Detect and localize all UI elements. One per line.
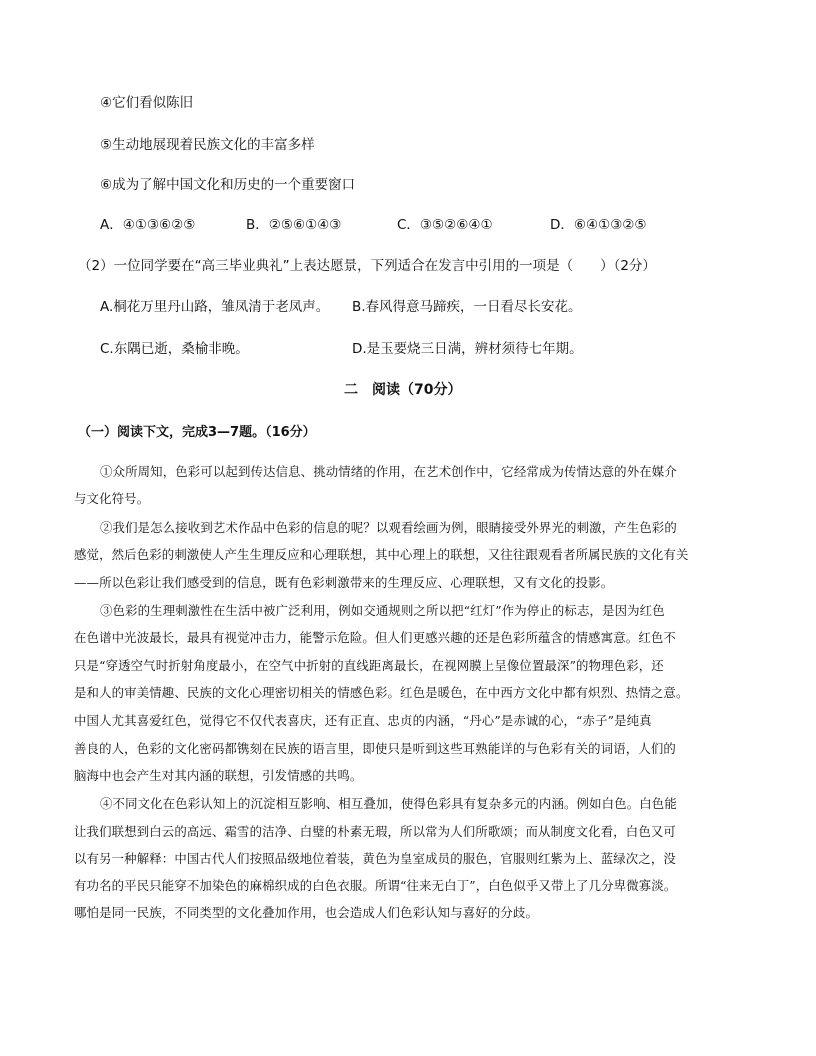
section-title: 二 阅读（70分）	[344, 382, 462, 398]
q1-option-c: C．③⑤②⑥④①	[397, 217, 493, 233]
passage-line-9: 是和人的审美情趣、民族的文化心理密切相关的情感色彩。红色是暖色，在中西方文化中都有炽烈、热情之意。	[74, 685, 689, 700]
passage-line-4: 感觉，然后色彩的刺激使人产生生理反应和心理联想，其中心理上的联想，又往往跟观看者所属民族的文化有关	[74, 547, 689, 562]
passage-line-3: ②我们是怎么接收到艺术作品中色彩的信息的呢？以观看绘画为例，眼睛接受外界光的刺激，产生色彩的	[100, 520, 677, 535]
passage-line-13: ④不同文化在色彩认知上的沉淀相互影响、相互叠加，使得色彩具有复杂多元的内涵。例如白色。白色能	[100, 796, 677, 811]
passage-line-8: 只是“穿透空气时折射角度最小，在空气中折射的直线距离最长，在视网膜上呈像位置最深”的物理色彩，还	[74, 658, 664, 673]
q2-option-a: A.桐花万里丹山路，雏凤清于老凤声。	[100, 299, 330, 315]
q2-option-b: B.春风得意马蹄疾，一日看尽长安花。	[352, 299, 582, 315]
q2-option-d: D.是玉要烧三日满，辨材须待七年期。	[352, 341, 583, 357]
passage-line-1: ①众所周知，色彩可以起到传达信息、挑动情绪的作用，在艺术创作中，它经常成为传情达意的外在媒介	[100, 464, 677, 479]
q1-item-5: ⑤生动地展现着民族文化的丰富多样	[100, 137, 315, 153]
q1-option-a: A．④①③⑥②⑤	[100, 217, 196, 233]
q1-item-6: ⑥成为了解中国文化和历史的一个重要窗口	[100, 177, 356, 193]
passage-line-5: ——所以色彩让我们感受到的信息，既有色彩刺激带来的生理反应、心理联想，又有文化的投影。	[74, 575, 614, 590]
subsection-heading: （一）阅读下文，完成3—7题。（16分）	[78, 425, 316, 440]
passage-line-6: ③色彩的生理刺激性在生活中被广泛利用，例如交通规则之所以把“红灯”作为停止的标志，是因为红色	[100, 603, 665, 618]
q2-option-c: C.东隅已逝，桑榆非晚。	[100, 341, 249, 357]
passage-line-11: 善良的人，色彩的文化密码都镌刻在民族的语言里，即使只是听到这些耳熟能详的与色彩有关的词语，人们的	[74, 741, 676, 756]
passage-line-15: 以有另一种解释：中国古代人们按照品级地位着装，黄色为皇室成员的服色，官服则红紫为上、蓝绿次之，没	[74, 851, 676, 866]
passage-line-16: 有功名的平民只能穿不加染色的麻棉织成的白色衣服。所谓“往来无白丁”，白色似乎又带上了几分卑微寡淡。	[74, 878, 677, 893]
passage-line-2: 与文化符号。	[74, 491, 150, 506]
passage-line-7: 在色谱中光波最长，最具有视觉冲击力，能警示危险。但人们更感兴趣的还是色彩所蕴含的情感寓意。红色不	[74, 630, 676, 645]
q2-stem: （2）一位同学要在“高三毕业典礼”上表达愿景，下列适合在发言中引用的一项是（ ）（2分）	[78, 258, 656, 274]
q1-option-b: B．②⑤⑥①④③	[246, 217, 342, 233]
q1-item-4: ④它们看似陈旧	[100, 95, 194, 111]
passage-line-12: 脑海中也会产生对其内涵的联想，引发情感的共鸣。	[74, 768, 363, 783]
q1-option-d: D．⑥④①③②⑤	[550, 217, 647, 233]
passage-line-17: 哪怕是同一民族，不同类型的文化叠加作用，也会造成人们色彩认知与喜好的分歧。	[74, 905, 539, 920]
passage-line-14: 让我们联想到白云的高远、霜雪的洁净、白璧的朴素无瑕，所以常为人们所歌颂；而从制度文化看，白色又可	[74, 824, 676, 839]
passage-line-10: 中国人尤其喜爱红色，觉得它不仅代表喜庆，还有正直、忠贞的内涵，“丹心”是赤诚的心，“赤子”是纯真	[74, 713, 652, 728]
